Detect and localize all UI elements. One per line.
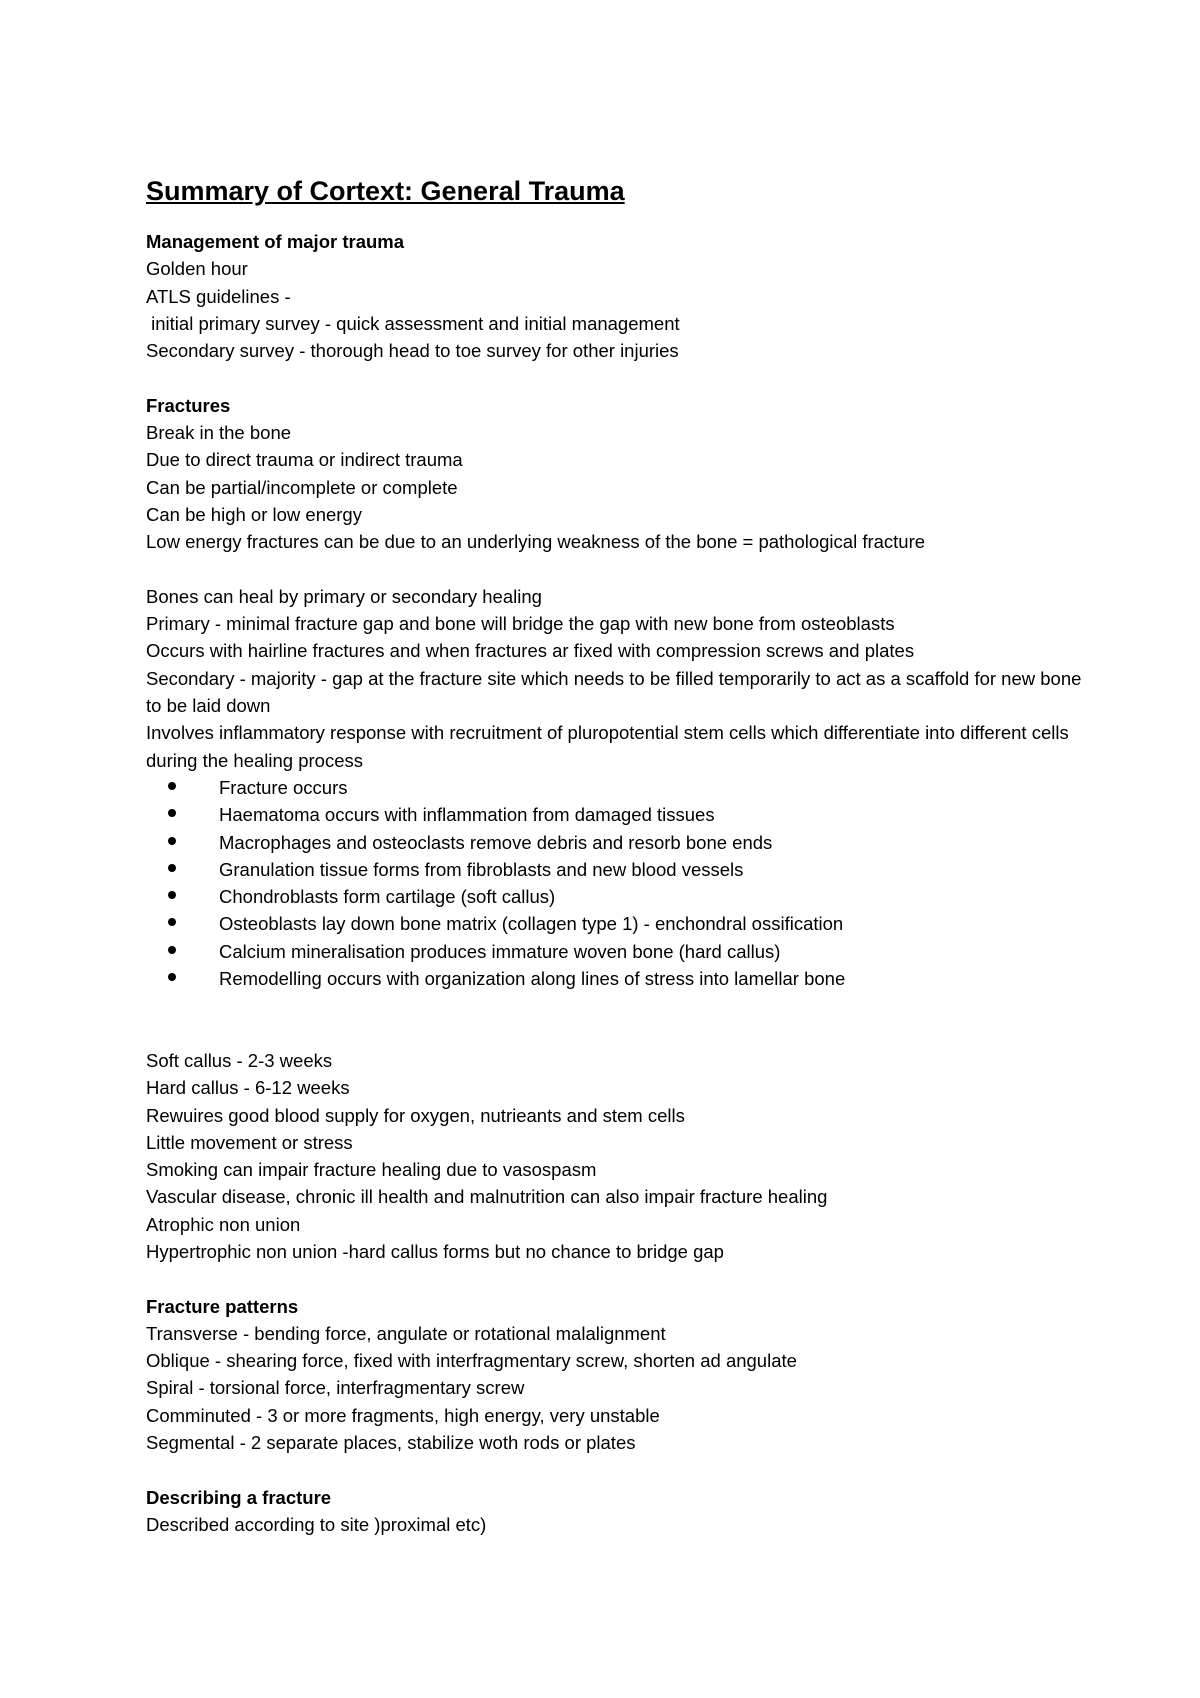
text-paragraph: Secondary - majority - gap at the fracture site which needs to be filled temporarily to act as a scaffold for new bone to be laid down bbox=[146, 667, 1082, 717]
text-line: Occurs with hairline fractures and when fractures ar fixed with compression screws and plates bbox=[146, 640, 915, 662]
list-item bbox=[146, 910, 1086, 937]
text-line: Can be partial/incomplete or complete bbox=[146, 476, 458, 498]
text-line: Spiral - torsional force, interfragmentary screw bbox=[146, 1377, 525, 1399]
text-line: Hard callus - 6-12 weeks bbox=[146, 1077, 350, 1099]
text-line: Vascular disease, chronic ill health and malnutrition can also impair fracture healing bbox=[146, 1186, 828, 1208]
list-item-text: Remodelling occurs with organization along lines of stress into lamellar bone bbox=[219, 968, 846, 990]
text-line: Soft callus - 2-3 weeks bbox=[146, 1049, 333, 1071]
text-line: Oblique - shearing force, fixed with interfragmentary screw, shorten ad angulate bbox=[146, 1350, 797, 1372]
list-item-text: Haematoma occurs with inflammation from damaged tissues bbox=[219, 804, 715, 826]
list-item-text: Calcium mineralisation produces immature woven bone (hard callus) bbox=[219, 940, 781, 962]
document-title: Summary of Cortext: General Trauma bbox=[146, 176, 625, 206]
text-line: Secondary survey - thorough head to toe survey for other injuries bbox=[146, 340, 679, 362]
bullet-icon bbox=[168, 864, 176, 872]
spacer bbox=[146, 1265, 1086, 1292]
bullet-icon bbox=[168, 973, 176, 981]
text-paragraph: Involves inflammatory response with recruitment of pluropotential stem cells which differentiate into different cells during the healing process bbox=[146, 722, 1069, 771]
text-line: Atrophic non union bbox=[146, 1213, 301, 1235]
spacer bbox=[146, 364, 1086, 391]
section-heading-describing: Describing a fracture bbox=[146, 1486, 332, 1508]
list-item-text: Fracture occurs bbox=[219, 776, 348, 798]
spacer bbox=[146, 556, 1086, 583]
bullet-icon bbox=[168, 782, 176, 790]
text-line: Hypertrophic non union -hard callus forms but no chance to bridge gap bbox=[146, 1240, 724, 1262]
bullet-icon bbox=[168, 891, 176, 899]
text-line: Low energy fractures can be due to an underlying weakness of the bone = pathological fracture bbox=[146, 531, 926, 553]
text-line: Described according to site )proximal etc) bbox=[146, 1513, 487, 1535]
text-line: Primary - minimal fracture gap and bone will bridge the gap with new bone from osteoblasts bbox=[146, 613, 895, 635]
bullet-icon bbox=[168, 809, 176, 817]
text-line: Smoking can impair fracture healing due to vasospasm bbox=[146, 1159, 597, 1181]
section-heading-management: Management of major trauma bbox=[146, 231, 405, 252]
text-line: initial primary survey - quick assessment and initial management bbox=[146, 312, 680, 334]
list-item bbox=[146, 965, 1086, 992]
list-item-text: Macrophages and osteoclasts remove debris and resorb bone ends bbox=[219, 831, 773, 853]
text-line: Can be high or low energy bbox=[146, 503, 362, 525]
spacer bbox=[146, 1456, 1086, 1483]
text-line: Bones can heal by primary or secondary healing bbox=[146, 585, 542, 607]
list-item bbox=[146, 801, 1086, 828]
list-item bbox=[146, 856, 1086, 883]
list-item bbox=[146, 829, 1086, 856]
list-item-text: Osteoblasts lay down bone matrix (collagen type 1) - enchondral ossification bbox=[219, 913, 844, 935]
text-line: Rewuires good blood supply for oxygen, nutrieants and stem cells bbox=[146, 1104, 685, 1126]
text-line: Golden hour bbox=[146, 258, 248, 280]
list-item bbox=[146, 774, 1086, 801]
text-line: ATLS guidelines - bbox=[146, 285, 291, 307]
bullet-icon bbox=[168, 837, 176, 845]
text-line: Break in the bone bbox=[146, 422, 292, 444]
text-line: Due to direct trauma or indirect trauma bbox=[146, 449, 463, 471]
bullet-icon bbox=[168, 946, 176, 954]
text-line: Segmental - 2 separate places, stabilize woth rods or plates bbox=[146, 1432, 636, 1454]
text-line: Transverse - bending force, angulate or rotational malalignment bbox=[146, 1322, 666, 1344]
section-heading-patterns: Fracture patterns bbox=[146, 1295, 299, 1317]
bullet-icon bbox=[168, 918, 176, 926]
document-body bbox=[146, 174, 1086, 1538]
section-heading-fractures: Fractures bbox=[146, 394, 231, 416]
healing-stages-list bbox=[146, 774, 1086, 992]
spacer bbox=[146, 992, 1086, 1047]
list-item bbox=[146, 938, 1086, 965]
text-line: Little movement or stress bbox=[146, 1131, 353, 1153]
list-item bbox=[146, 883, 1086, 910]
list-item-text: Chondroblasts form cartilage (soft callus) bbox=[219, 886, 556, 908]
text-line: Comminuted - 3 or more fragments, high energy, very unstable bbox=[146, 1404, 660, 1426]
list-item-text: Granulation tissue forms from fibroblasts and new blood vessels bbox=[219, 858, 744, 880]
